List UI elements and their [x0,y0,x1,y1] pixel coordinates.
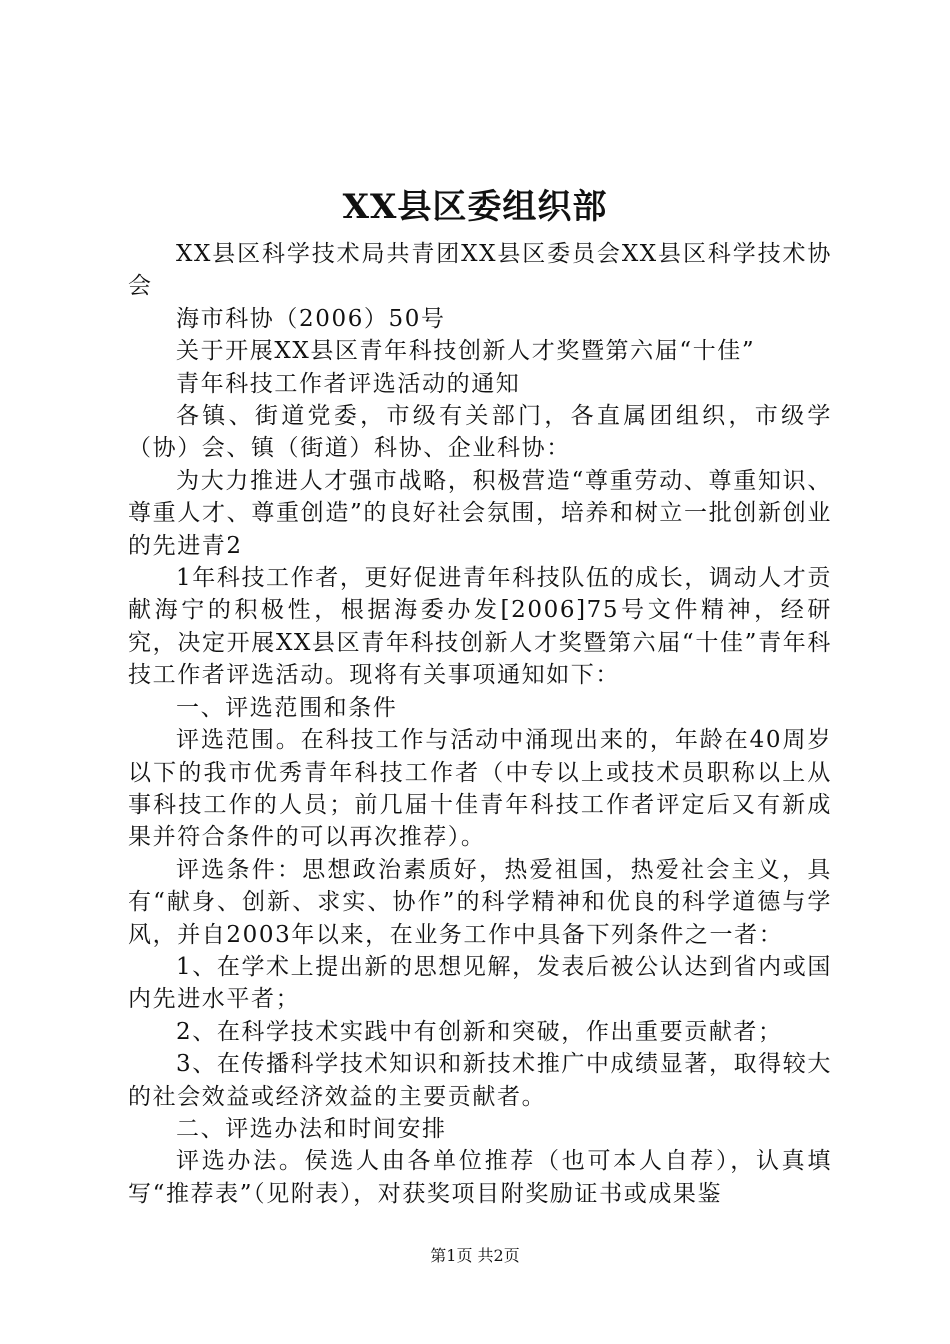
list-item-condition-3: 3、在传播科学技术知识和新技术推广中成绩显著，取得较大的社会效益或经济效益的主要贡献者。 [128,1051,832,1110]
document-title: XX县区委组织部 [342,187,608,227]
paragraph-subject-line-2: 青年科技工作者评选活动的通知 [176,370,521,397]
section-heading-method: 二、评选办法和时间安排 [176,1115,447,1142]
paragraph-issuers: XX县区科学技术局共青团XX县区委员会XX县区科学技术协会 [128,241,832,300]
document-body [128,238,832,1210]
list-item-condition-1: 1、在学术上提出新的思想见解，发表后被公认达到省内或国内先进水平者； [128,953,832,1013]
paragraph-intro: 为大力推进人才强市战略，积极营造“尊重劳动、尊重知识、尊重人才、尊重创造”的良好社会氛围，培养和树立一批创新创业的先进青2 [128,467,832,559]
page-footer: 第1页 共2页 [430,1246,520,1265]
paragraph-recipients: 各镇、街道党委，市级有关部门，各直属团组织，市级学（协）会、镇（街道）科协、企业科协： [128,403,832,462]
paragraph-subject-line-1: 关于开展XX县区青年科技创新人才奖暨第六届“十佳” [176,338,756,365]
paragraph-conditions: 评选条件：思想政治素质好，热爱祖国，热爱社会主义，具有“献身、创新、求实、协作”的科学精神和优良的科学道德与学风，并自2003年以来，在业务工作中具备下列条件之一者： [128,856,832,948]
paragraph-doc-number: 海市科协（2006）50号 [176,305,446,332]
paragraph-purpose: 1年科技工作者，更好促进青年科技队伍的成长，调动人才贡献海宁的积极性，根据海委办发[2006]75号文件精神，经研究，决定开展XX县区青年科技创新人才奖暨第六届“十佳”青年科技工作者评选活动。现将有关事项通知如下： [128,565,832,689]
paragraph-scope: 评选范围。在科技工作与活动中涌现出来的，年龄在40周岁以下的我市优秀青年科技工作者（中专以上或技术员职称以上从事科技工作的人员；前几届十佳青年科技工作者评定后又有新成果并符合条件的可以再次推荐）。 [128,727,832,851]
paragraph-method: 评选办法。侯选人由各单位推荐（也可本人自荐），认真填写“推荐表”（见附表），对获奖项目附奖励证书或成果鉴 [128,1148,832,1207]
section-heading-scope: 一、评选范围和条件 [176,694,398,721]
list-item-condition-2: 2、在科学技术实践中有创新和突破，作出重要贡献者； [176,1018,783,1045]
